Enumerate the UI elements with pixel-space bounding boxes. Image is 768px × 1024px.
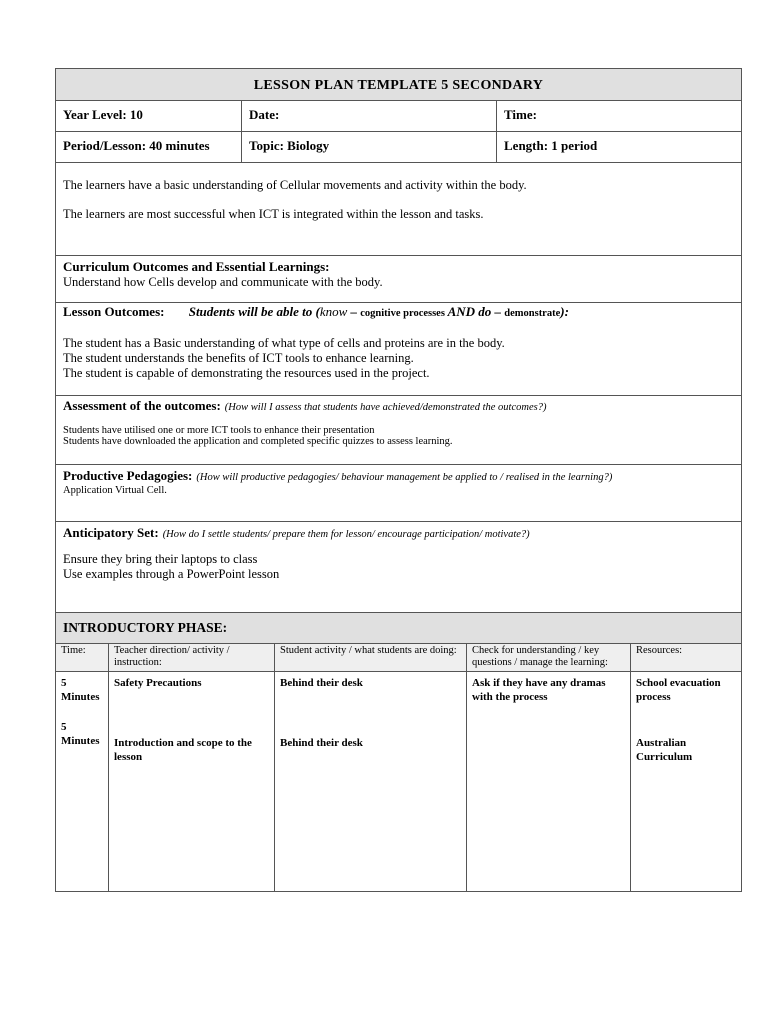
lesson-outcomes-know: know [319, 304, 348, 319]
anticipatory-note: (How do I settle students/ prepare them for lesson/ encourage participation/ motivate?) [162, 529, 530, 540]
introductory-phase-table [55, 644, 742, 892]
topic-cell: Topic: Biology [242, 132, 497, 162]
lesson-outcomes-lead: Students will be able to ( [188, 304, 320, 319]
anticipatory-section [55, 522, 742, 613]
table-cell-teacher: Introduction and scope to the lesson [114, 737, 252, 763]
lesson-outcomes-close: ): [560, 304, 569, 319]
table-header-resources: Resources: [631, 644, 741, 672]
lesson-outcomes-section [55, 303, 742, 396]
teacher-column [109, 644, 275, 891]
curriculum-heading: Curriculum Outcomes and Essential Learnings: [63, 259, 330, 274]
lesson-outcomes-dash-2: – [491, 304, 505, 319]
length-cell: Length: 1 period [504, 138, 598, 153]
table-header-teacher: Teacher direction/ activity / instruction: [109, 644, 274, 672]
document-title: LESSON PLAN TEMPLATE 5 SECONDARY [55, 68, 742, 101]
table-cell-student: Behind their desk [280, 677, 363, 689]
assessment-note: (How will I assess that students have achieved/demonstrated the outcomes?) [224, 402, 547, 413]
lesson-outcome-item: The student has a Basic understanding of what type of cells and proteins are in the body. [63, 336, 505, 350]
table-header-check: Check for understanding / key questions / manage the learning: [467, 644, 630, 672]
date-cell: Date: [242, 101, 497, 131]
curriculum-section [55, 256, 742, 303]
table-cell-resources: School evacuation process [636, 677, 721, 703]
lesson-outcomes-cognitive: cognitive processes [360, 308, 448, 319]
time-cell: Time: [504, 107, 537, 122]
lesson-outcome-item: The student is capable of demonstrating the resources used in the project. [63, 366, 430, 380]
table-cell-teacher: Safety Precautions [114, 677, 202, 689]
table-cell-check: Ask if they have any dramas with the process [472, 677, 606, 703]
assessment-heading: Assessment of the outcomes: [63, 398, 221, 413]
lesson-outcomes-and-do: AND do [447, 304, 492, 319]
introductory-phase-heading: INTRODUCTORY PHASE: [55, 613, 742, 644]
pedagogies-note: (How will productive pedagogies/ behaviour management be applied to / realised in the learning?) [196, 472, 613, 483]
table-cell-student: Behind their desk [280, 737, 363, 749]
assessment-item: Students have downloaded the application and completed specific quizzes to assess learning. [63, 436, 453, 447]
anticipatory-item: Ensure they bring their laptops to class [63, 552, 258, 566]
pedagogies-text: Application Virtual Cell. [63, 485, 167, 496]
check-column [467, 644, 631, 891]
lesson-plan-sheet [55, 68, 742, 892]
info-row-1 [55, 101, 742, 132]
period-cell: Period/Lesson: 40 minutes [56, 132, 242, 162]
info-row-2 [55, 132, 742, 163]
learner-context-section [55, 163, 742, 256]
resources-column [631, 644, 741, 891]
anticipatory-heading: Anticipatory Set: [63, 525, 159, 540]
lesson-outcomes-demonstrate: demonstrate [504, 308, 561, 319]
pedagogies-section [55, 465, 742, 522]
anticipatory-item: Use examples through a PowerPoint lesson [63, 567, 280, 581]
learner-context-line-2: The learners are most successful when ICT is integrated within the lesson and tasks. [63, 207, 484, 221]
lesson-outcomes-dash-1: – [347, 304, 361, 319]
assessment-section [55, 396, 742, 465]
time-column [56, 644, 109, 891]
assessment-item: Students have utilised one or more ICT tools to enhance their presentation [63, 425, 375, 436]
curriculum-text: Understand how Cells develop and communicate with the body. [63, 275, 383, 289]
year-level-cell: Year Level: 10 [56, 101, 242, 131]
table-header-time: Time: [56, 644, 108, 672]
table-header-student: Student activity / what students are doing: [275, 644, 466, 672]
table-cell-resources: Australian Curriculum [636, 737, 693, 763]
lesson-outcome-item: The student understands the benefits of ICT tools to enhance learning. [63, 351, 414, 365]
table-cell-time: 5 Minutes [61, 677, 100, 703]
student-column [275, 644, 467, 891]
lesson-outcomes-heading: Lesson Outcomes: [63, 304, 165, 319]
table-cell-time: 5 Minutes [61, 721, 100, 747]
learner-context-line-1: The learners have a basic understanding of Cellular movements and activity within the body. [63, 178, 527, 192]
pedagogies-heading: Productive Pedagogies: [63, 468, 193, 483]
